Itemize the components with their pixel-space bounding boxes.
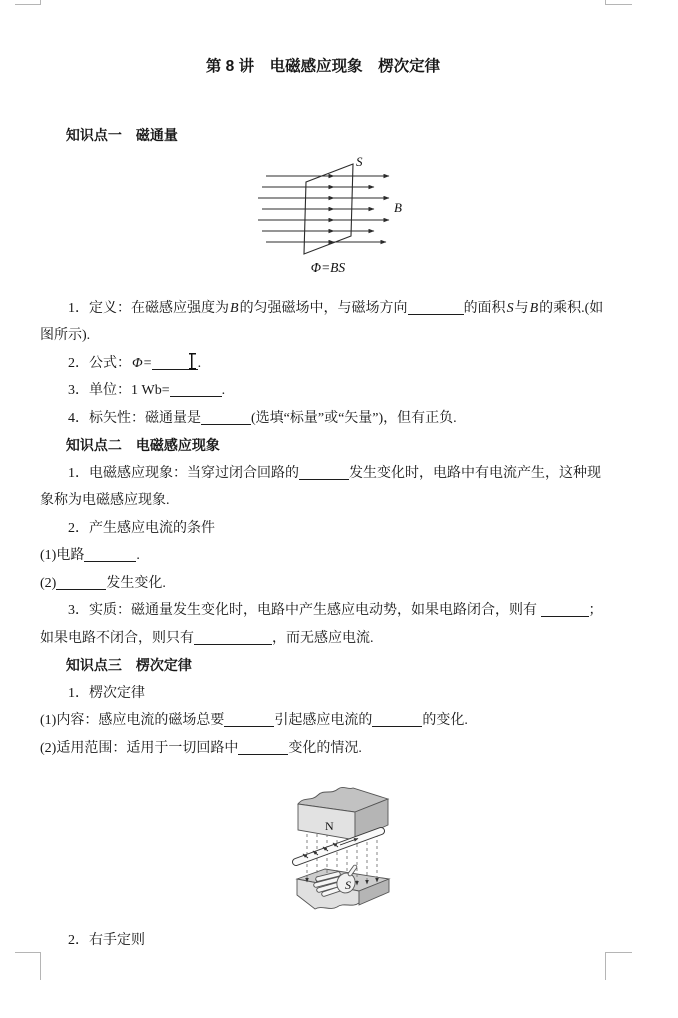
text-run: 的乘积.(如图所示). <box>40 300 604 343</box>
text-run: ；如果电路不闭合，则只有 <box>40 603 603 646</box>
text-run: 知识点二 电磁感应现象 <box>65 437 220 453</box>
margin-crop-mark-top-right <box>605 0 632 5</box>
paragraph-line <box>40 460 606 515</box>
margin-crop-mark-top-left <box>15 0 41 5</box>
paragraph-line <box>40 515 606 543</box>
text-run: 知识点三 楞次定律 <box>65 657 192 673</box>
text-run: 3．单位：1 Wb= <box>68 383 170 398</box>
text-run: 1．定义：在磁感应强度为 <box>68 300 229 316</box>
paragraph-line <box>40 927 606 955</box>
fill-in-blank[interactable] <box>56 576 106 590</box>
text-run: 1．电磁感应现象：当穿过闭合回路的 <box>68 465 299 481</box>
paragraph-line <box>40 597 606 652</box>
math-variable: B <box>529 300 539 316</box>
title-block <box>40 54 606 150</box>
fill-in-blank[interactable] <box>170 383 222 397</box>
text-run: (2) <box>40 575 57 591</box>
knowledge-point-heading <box>40 652 606 680</box>
text-cursor <box>188 353 197 370</box>
text-run: 的变化. <box>422 713 468 728</box>
field-lines <box>258 176 389 242</box>
paragraph-line <box>40 405 606 433</box>
text-run: (2)适用范围：适用于一切回路中 <box>40 740 239 756</box>
text-run: 2．产生感应电流的条件 <box>68 520 215 536</box>
text-run: 3．实质：磁通量发生变化时，电路中产生感应电动势，如果电路闭合，则有 <box>68 603 541 618</box>
text-run: (1)内容：感应电流的磁场总要 <box>40 713 225 728</box>
text-run: 的面积 <box>463 300 506 316</box>
text-run: 引起感应电流的 <box>274 713 373 728</box>
fill-in-blank[interactable] <box>238 741 288 755</box>
north-pole-label: N <box>324 819 334 833</box>
paragraph-line <box>40 735 606 763</box>
south-pole-label: S <box>344 878 351 892</box>
fill-in-blank[interactable] <box>408 301 464 315</box>
knowledge-point-heading <box>40 432 606 460</box>
paragraph-line <box>40 350 606 378</box>
text-run: 发生变化时，电路中有电流产生，这种现象称为电磁感应现象. <box>40 465 601 508</box>
text-run: 2．右手定则 <box>68 933 145 948</box>
field-label: B <box>394 199 402 215</box>
text-run: = <box>143 355 152 371</box>
fill-in-blank[interactable] <box>194 631 272 645</box>
text-run: 变化的情况. <box>288 740 362 756</box>
knowledge-points-block <box>40 295 606 763</box>
doc-title <box>40 54 606 80</box>
text-run: (选填“标量”或“矢量”)，但有正负. <box>251 410 457 426</box>
text-run: 4．标矢性：磁通量是 <box>68 410 201 426</box>
text-run: 第 8 讲 电磁感应现象 楞次定律 <box>205 58 441 75</box>
right-hand-rule-block <box>40 927 606 955</box>
text-run: 1．楞次定律 <box>68 685 145 701</box>
flux-diagram <box>256 150 406 278</box>
text-run: 与 <box>514 300 529 316</box>
text-run: 发生变化. <box>106 575 166 591</box>
text-run: 知识点一 磁通量 <box>65 127 178 143</box>
flux-formula-caption: Φ=BS <box>310 259 346 275</box>
right-hand-rule-figure <box>40 782 606 917</box>
text-run: 2．公式： <box>68 355 131 371</box>
fill-in-blank[interactable] <box>299 466 349 480</box>
fill-in-blank[interactable] <box>201 411 251 425</box>
paragraph-line <box>40 542 606 570</box>
math-variable: S <box>506 300 514 316</box>
fill-in-blank[interactable] <box>84 548 136 562</box>
fill-in-blank[interactable] <box>372 713 422 727</box>
math-variable: B <box>230 300 239 316</box>
surface-label: S <box>356 153 363 169</box>
text-run: ，而无感应电流. <box>272 630 374 646</box>
text-run: 的匀强磁场中，与磁场方向 <box>239 300 408 316</box>
text-run: . <box>221 383 226 398</box>
paragraph-line <box>40 707 606 735</box>
paragraph-line <box>40 295 606 350</box>
fill-in-blank[interactable] <box>224 713 274 727</box>
math-variable: Φ <box>132 355 143 371</box>
document-body <box>40 54 606 955</box>
paragraph-line <box>40 680 606 708</box>
margin-crop-mark-bottom-right <box>605 952 632 980</box>
flux-diagram-figure <box>40 150 606 283</box>
paragraph-line <box>40 377 606 405</box>
text-run: . <box>197 355 202 371</box>
text-run: . <box>136 548 140 563</box>
paragraph-line <box>40 570 606 598</box>
knowledge-point-heading <box>40 122 606 150</box>
fill-in-blank[interactable] <box>541 603 589 617</box>
right-hand-rule-diagram <box>292 782 407 912</box>
margin-crop-mark-bottom-left <box>15 952 41 980</box>
text-run: (1)电路 <box>40 548 85 563</box>
